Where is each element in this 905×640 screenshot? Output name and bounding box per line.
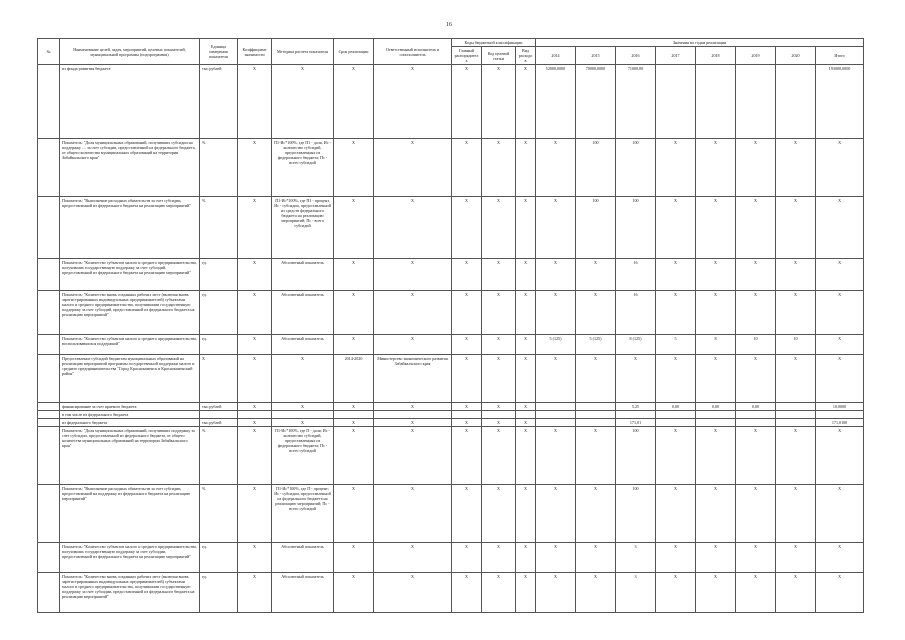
cell-budget: Х [452, 291, 482, 335]
cell-name: Показатель: "Количество субъектов малого и среднего предпринимательства, получивших государственную поддержку за счет субсидии, предоставленной из федерального бюджета на реализацию мероприятий" [60, 543, 200, 573]
cell-budget: Х [482, 197, 516, 259]
cell-num [38, 485, 60, 543]
cell-budget: Х [516, 291, 536, 335]
cell-method: П1-Ис*100%, где П1 - процент, Ис - субсидии, предоставленной из средств федерального бюджета на реализацию мероприятий; Пс - всего субсидий [272, 197, 334, 259]
cell-year: Х [736, 259, 776, 291]
cell-year [656, 419, 696, 427]
cell-period: Х [334, 139, 374, 197]
cell-name: Предоставление субсидий бюджетам муниципальных образований на реализацию мероприятий программы государственной поддержки малого и среднего предпринимательства "Город Краснокаменск и Краснокаменский район" [60, 355, 200, 403]
cell-budget: Х [482, 65, 516, 139]
cell-budget: Х [516, 573, 536, 613]
cell-year: 8 (125) [616, 335, 656, 355]
cell-num [38, 355, 60, 403]
cell-budget: Х [482, 403, 516, 411]
cell-coef: Х [238, 403, 272, 411]
cell-year: Х [656, 485, 696, 543]
cell-executor: Х [374, 427, 452, 485]
cell-executor: Х [374, 259, 452, 291]
cell-year-total: 193000,0000 [816, 65, 864, 139]
cell-num [38, 543, 60, 573]
cell-budget: Х [452, 259, 482, 291]
cell-name: Показатель: "Количество субъектов малого и среднего предпринимательства, получивших государственную поддержку за счет субсидий, предоставленной из федерального бюджета на реализацию мероприятий" [60, 259, 200, 291]
cell-coef: Х [238, 485, 272, 543]
table-row [38, 291, 864, 335]
cell-year: 5 (125) [576, 335, 616, 355]
cell-year: 3 [616, 573, 656, 613]
table-row [38, 335, 864, 355]
cell-year [696, 411, 736, 419]
header-year: 2020 [776, 47, 816, 65]
cell-period: Х [334, 485, 374, 543]
cell-year: 0,00 [736, 403, 776, 411]
cell-budget: Х [452, 355, 482, 403]
cell-executor: Х [374, 65, 452, 139]
cell-year: Х [536, 291, 576, 335]
cell-year-total: Х [816, 197, 864, 259]
cell-num [38, 197, 60, 259]
cell-budget: Х [482, 139, 516, 197]
cell-year: 171,01 [616, 419, 656, 427]
cell-budget: Х [482, 543, 516, 573]
cell-name: Показатель: "Выполнение расходных обязательств за счет субсидии, предоставленной из федерального бюджета на реализацию мероприятий" [60, 197, 200, 259]
cell-executor: Х [374, 139, 452, 197]
cell-method [272, 411, 334, 419]
cell-year: 3 [616, 543, 656, 573]
table-row [38, 485, 864, 543]
cell-coef [238, 411, 272, 419]
header-budget-group: Коды бюджетной классификации [452, 39, 536, 47]
cell-budget: Х [516, 139, 536, 197]
cell-year: 100 [616, 197, 656, 259]
table-row [38, 543, 864, 573]
cell-executor: Х [374, 419, 452, 427]
cell-year-total: Х [816, 485, 864, 543]
cell-year [776, 403, 816, 411]
cell-year: Х [776, 427, 816, 485]
cell-budget: Х [452, 403, 482, 411]
cell-coef: Х [238, 419, 272, 427]
cell-year: Х [576, 291, 616, 335]
cell-year: Х [656, 291, 696, 335]
cell-budget: Х [452, 419, 482, 427]
cell-executor: Х [374, 543, 452, 573]
cell-num [38, 419, 60, 427]
cell-year-total: Х [816, 355, 864, 403]
cell-num [38, 427, 60, 485]
cell-year [736, 419, 776, 427]
cell-year [576, 411, 616, 419]
cell-year: Х [696, 427, 736, 485]
cell-period: Х [334, 403, 374, 411]
table-row [38, 573, 864, 613]
cell-year: Х [656, 355, 696, 403]
cell-year [536, 411, 576, 419]
cell-method: Абсолютный показатель [272, 259, 334, 291]
cell-coef: Х [238, 355, 272, 403]
cell-executor: Х [374, 573, 452, 613]
cell-name: Показатель: "Доля муниципальных образований, получивших поддержку за счет субсидии, предоставленной из федерального бюджета, от общего количества муниципальных образований на территории Забайкальского края" [60, 427, 200, 485]
header-budget-col: Вид расходов [516, 47, 536, 65]
cell-name: финансирование за счет краевого бюджета [60, 403, 200, 411]
cell-year: Х [776, 197, 816, 259]
cell-year: Х [696, 197, 736, 259]
cell-year: 16 [616, 291, 656, 335]
cell-executor: Х [374, 335, 452, 355]
page-number: 16 [446, 22, 452, 28]
cell-year: 52000,0000 [536, 65, 576, 139]
cell-year: Х [696, 355, 736, 403]
cell-year-total: Х [816, 427, 864, 485]
cell-year: Х [616, 355, 656, 403]
cell-year: Х [536, 427, 576, 485]
cell-year: Х [576, 427, 616, 485]
cell-year: 5 (125) [536, 335, 576, 355]
cell-year [776, 411, 816, 419]
cell-coef: Х [238, 291, 272, 335]
cell-year: 10 [776, 335, 816, 355]
cell-budget: Х [516, 543, 536, 573]
cell-period: Х [334, 335, 374, 355]
cell-name: из федерального бюджета [60, 419, 200, 427]
cell-coef: Х [238, 259, 272, 291]
cell-budget [482, 411, 516, 419]
cell-year-total: 171,0100 [816, 419, 864, 427]
header-budget-col: Главный распорядитель [452, 47, 482, 65]
cell-name: Показатель: "Количество субъектов малого и среднего предпринимательства, воспользовавшихся поддержкой" [60, 335, 200, 355]
indicators-table [37, 38, 864, 613]
cell-unit: ед. [200, 543, 238, 573]
cell-unit: % [200, 197, 238, 259]
cell-year: 100 [616, 139, 656, 197]
cell-unit: % [200, 485, 238, 543]
cell-year: Х [576, 573, 616, 613]
cell-unit: тыс.рублей [200, 65, 238, 139]
cell-year [656, 65, 696, 139]
cell-unit: ед. [200, 291, 238, 335]
cell-year: Х [776, 485, 816, 543]
cell-year-total: Х [816, 335, 864, 355]
cell-budget: Х [516, 403, 536, 411]
cell-budget: Х [452, 427, 482, 485]
cell-year: Х [696, 291, 736, 335]
header-name: Наименование целей, задач, мероприятий, целевых показателей, муниципальной программы (подпрограммы) [60, 39, 200, 65]
table-row [38, 355, 864, 403]
cell-year: Х [696, 485, 736, 543]
cell-year [656, 411, 696, 419]
cell-year: 16 [616, 259, 656, 291]
cell-unit: ед. [200, 573, 238, 613]
cell-year [736, 411, 776, 419]
cell-year [616, 411, 656, 419]
cell-period: Х [334, 427, 374, 485]
cell-budget [516, 411, 536, 419]
header-years-group: Значения по годам реализации [536, 39, 864, 47]
cell-period: 2014-2020 [334, 355, 374, 403]
cell-unit: тыс.рублей [200, 419, 238, 427]
cell-year: Х [736, 573, 776, 613]
cell-budget: Х [516, 197, 536, 259]
cell-year: Х [576, 259, 616, 291]
cell-unit: % [200, 427, 238, 485]
cell-method: П1-Ис*100%, где П1 - доля, Ис - количество субсидий, предоставленных из федерального бюджета; Пс - всего субсидий [272, 139, 334, 197]
header-unit: Единица измерения показателя [200, 39, 238, 65]
cell-year: 5 [656, 335, 696, 355]
cell-period: Х [334, 543, 374, 573]
header-num: № [38, 39, 60, 65]
cell-year: Х [736, 291, 776, 335]
cell-method: Абсолютный показатель [272, 573, 334, 613]
cell-coef: Х [238, 139, 272, 197]
header-executor: Ответственный исполнитель и соисполнитель [374, 39, 452, 65]
cell-year: Х [536, 355, 576, 403]
cell-year-total: Х [816, 543, 864, 573]
cell-year: Х [776, 259, 816, 291]
cell-executor: Х [374, 485, 452, 543]
cell-period: Х [334, 419, 374, 427]
cell-coef: Х [238, 335, 272, 355]
cell-year: 100 [616, 485, 656, 543]
cell-year-total: Х [816, 291, 864, 335]
cell-year: Х [576, 543, 616, 573]
cell-year: Х [536, 543, 576, 573]
cell-year [536, 403, 576, 411]
cell-method: Х [272, 403, 334, 411]
cell-budget: Х [516, 419, 536, 427]
cell-executor [374, 411, 452, 419]
cell-period: Х [334, 197, 374, 259]
cell-year: 71000,00 [616, 65, 656, 139]
header-year-total: Итого [816, 47, 864, 65]
cell-budget: Х [452, 543, 482, 573]
header-year: 2015 [576, 47, 616, 65]
cell-year: Х [696, 543, 736, 573]
cell-unit: ед. [200, 335, 238, 355]
cell-budget: Х [482, 355, 516, 403]
cell-budget [452, 411, 482, 419]
cell-year: Х [696, 139, 736, 197]
cell-year [536, 419, 576, 427]
cell-budget: Х [482, 485, 516, 543]
cell-year: Х [536, 485, 576, 543]
cell-year [696, 419, 736, 427]
cell-year: Х [656, 259, 696, 291]
header-year: 2018 [696, 47, 736, 65]
cell-method: Х [272, 419, 334, 427]
cell-name: из фонда развития бюджета [60, 65, 200, 139]
table-row [38, 427, 864, 485]
cell-year: 10 [736, 335, 776, 355]
cell-budget: Х [482, 291, 516, 335]
cell-num [38, 259, 60, 291]
cell-num [38, 573, 60, 613]
cell-num [38, 403, 60, 411]
cell-year [776, 419, 816, 427]
cell-year: Х [736, 197, 776, 259]
cell-coef: Х [238, 573, 272, 613]
cell-year: 0,00 [696, 403, 736, 411]
cell-budget: Х [482, 427, 516, 485]
cell-period: Х [334, 259, 374, 291]
cell-name: Показатель: "Доля муниципальных образований, получивших субсидии на поддержку … за счет субсидии, предоставленной из федерального бюджета, от общего количества муниципальных образований на территории Забайкальского края" [60, 139, 200, 197]
cell-num [38, 291, 60, 335]
table-row [38, 139, 864, 197]
cell-coef: Х [238, 197, 272, 259]
cell-period: Х [334, 291, 374, 335]
cell-year: Х [736, 139, 776, 197]
cell-year: Х [736, 355, 776, 403]
cell-year: 5,25 [616, 403, 656, 411]
header-budget-col: Код целевой статьи [482, 47, 516, 65]
cell-name: в том числе из федерального бюджета [60, 411, 200, 419]
cell-period: Х [334, 65, 374, 139]
cell-year: Х [696, 573, 736, 613]
cell-method: Х [272, 355, 334, 403]
cell-method: П1-Ис*100%, где П - доля; Ис - количество субсидий, предоставленных из федерального бюджета; Пс - всего субсидий [272, 427, 334, 485]
cell-year: Х [576, 485, 616, 543]
cell-year: Х [776, 573, 816, 613]
cell-year: Х [656, 197, 696, 259]
cell-year [776, 65, 816, 139]
cell-method: Абсолютный показатель [272, 335, 334, 355]
cell-year: Х [736, 427, 776, 485]
cell-coef: Х [238, 427, 272, 485]
cell-num [38, 411, 60, 419]
cell-unit: % [200, 139, 238, 197]
cell-year: Х [536, 259, 576, 291]
cell-year: 100 [616, 427, 656, 485]
cell-year: Х [536, 139, 576, 197]
header-year: 2019 [736, 47, 776, 65]
cell-budget: Х [516, 355, 536, 403]
cell-year: Х [776, 355, 816, 403]
cell-year: Х [656, 543, 696, 573]
cell-budget: Х [482, 573, 516, 613]
cell-budget: Х [482, 259, 516, 291]
cell-unit: ед. [200, 259, 238, 291]
cell-budget: Х [452, 65, 482, 139]
table-row [38, 419, 864, 427]
header-year: 2014 [536, 47, 576, 65]
cell-year: Х [656, 139, 696, 197]
cell-name: Показатель: "Количество вновь созданных рабочих мест (включая вновь зарегистрированных индивидуальных предпринимателей) субъектами малого и среднего предпринимательства, получившими государственную поддержку за счет субсидии, предоставленной из федерального бюджета на реализацию мероприятий" [60, 573, 200, 613]
cell-year: Х [656, 427, 696, 485]
cell-year [696, 65, 736, 139]
cell-budget: Х [482, 419, 516, 427]
cell-coef: Х [238, 543, 272, 573]
cell-name: Показатель: "Количество вновь созданных рабочих мест (включая вновь зарегистрированных индивидуальных предпринимателей) субъектами малого и среднего предпринимательства, получившими государственную поддержку за счет субсидий, предоставленной из федерального бюджета на реализацию мероприятий" [60, 291, 200, 335]
cell-budget: Х [452, 139, 482, 197]
cell-method: Абсолютный показатель [272, 291, 334, 335]
cell-year: Х [696, 259, 736, 291]
cell-name: Показатель: "Выполнение расходных обязательств за счет субсидии, предоставленной на поддержку из федерального бюджета на реализацию мероприятий" [60, 485, 200, 543]
cell-year: Х [536, 197, 576, 259]
cell-unit: тыс.рублей [200, 403, 238, 411]
cell-num [38, 65, 60, 139]
cell-budget: Х [482, 335, 516, 355]
cell-year: 100 [576, 139, 616, 197]
cell-year: 8 [696, 335, 736, 355]
cell-year: 70000,0000 [576, 65, 616, 139]
cell-budget: Х [452, 197, 482, 259]
table-row [38, 197, 864, 259]
cell-executor: Х [374, 291, 452, 335]
cell-year [576, 403, 616, 411]
cell-year-total: 10,0000 [816, 403, 864, 411]
cell-year: Х [776, 291, 816, 335]
cell-method: Абсолютный показатель [272, 543, 334, 573]
cell-year: Х [736, 543, 776, 573]
table-row [38, 411, 864, 419]
cell-year-total: Х [816, 259, 864, 291]
cell-budget: Х [452, 573, 482, 613]
header-year: 2017 [656, 47, 696, 65]
header-year: 2016 [616, 47, 656, 65]
cell-method: П1-Ис*100%, где П - процент; Ис - субсидии, предоставленной из федерального бюджета на реализацию мероприятий; Пс - всего субсидий [272, 485, 334, 543]
cell-unit [200, 411, 238, 419]
cell-unit: Х [200, 355, 238, 403]
table-row [38, 403, 864, 411]
cell-budget: Х [452, 485, 482, 543]
cell-year: Х [536, 573, 576, 613]
cell-year: Х [576, 355, 616, 403]
cell-budget: Х [452, 335, 482, 355]
header-method: Методика расчета показателя [272, 39, 334, 65]
cell-budget: Х [516, 427, 536, 485]
cell-method: Х [272, 65, 334, 139]
cell-year: 0,00 [656, 403, 696, 411]
cell-budget: Х [516, 485, 536, 543]
cell-executor: Министерство экономического развития Забайкальского края [374, 355, 452, 403]
cell-budget: Х [516, 259, 536, 291]
cell-year [736, 65, 776, 139]
header-coef: Коэффициент значимости [238, 39, 272, 65]
cell-period: Х [334, 573, 374, 613]
cell-executor: Х [374, 197, 452, 259]
cell-budget: Х [516, 65, 536, 139]
cell-year: Х [776, 139, 816, 197]
cell-year-total [816, 411, 864, 419]
cell-year: 100 [576, 197, 616, 259]
cell-year-total: Х [816, 139, 864, 197]
cell-year: Х [776, 543, 816, 573]
cell-year-total: Х [816, 573, 864, 613]
header-period: Срок реализации [334, 39, 374, 65]
cell-period [334, 411, 374, 419]
cell-coef: Х [238, 65, 272, 139]
cell-year [576, 419, 616, 427]
cell-num [38, 335, 60, 355]
cell-budget: Х [516, 335, 536, 355]
cell-executor: Х [374, 403, 452, 411]
table-row [38, 65, 864, 139]
cell-num [38, 139, 60, 197]
cell-year: Х [656, 573, 696, 613]
table-row [38, 259, 864, 291]
cell-year: Х [736, 485, 776, 543]
